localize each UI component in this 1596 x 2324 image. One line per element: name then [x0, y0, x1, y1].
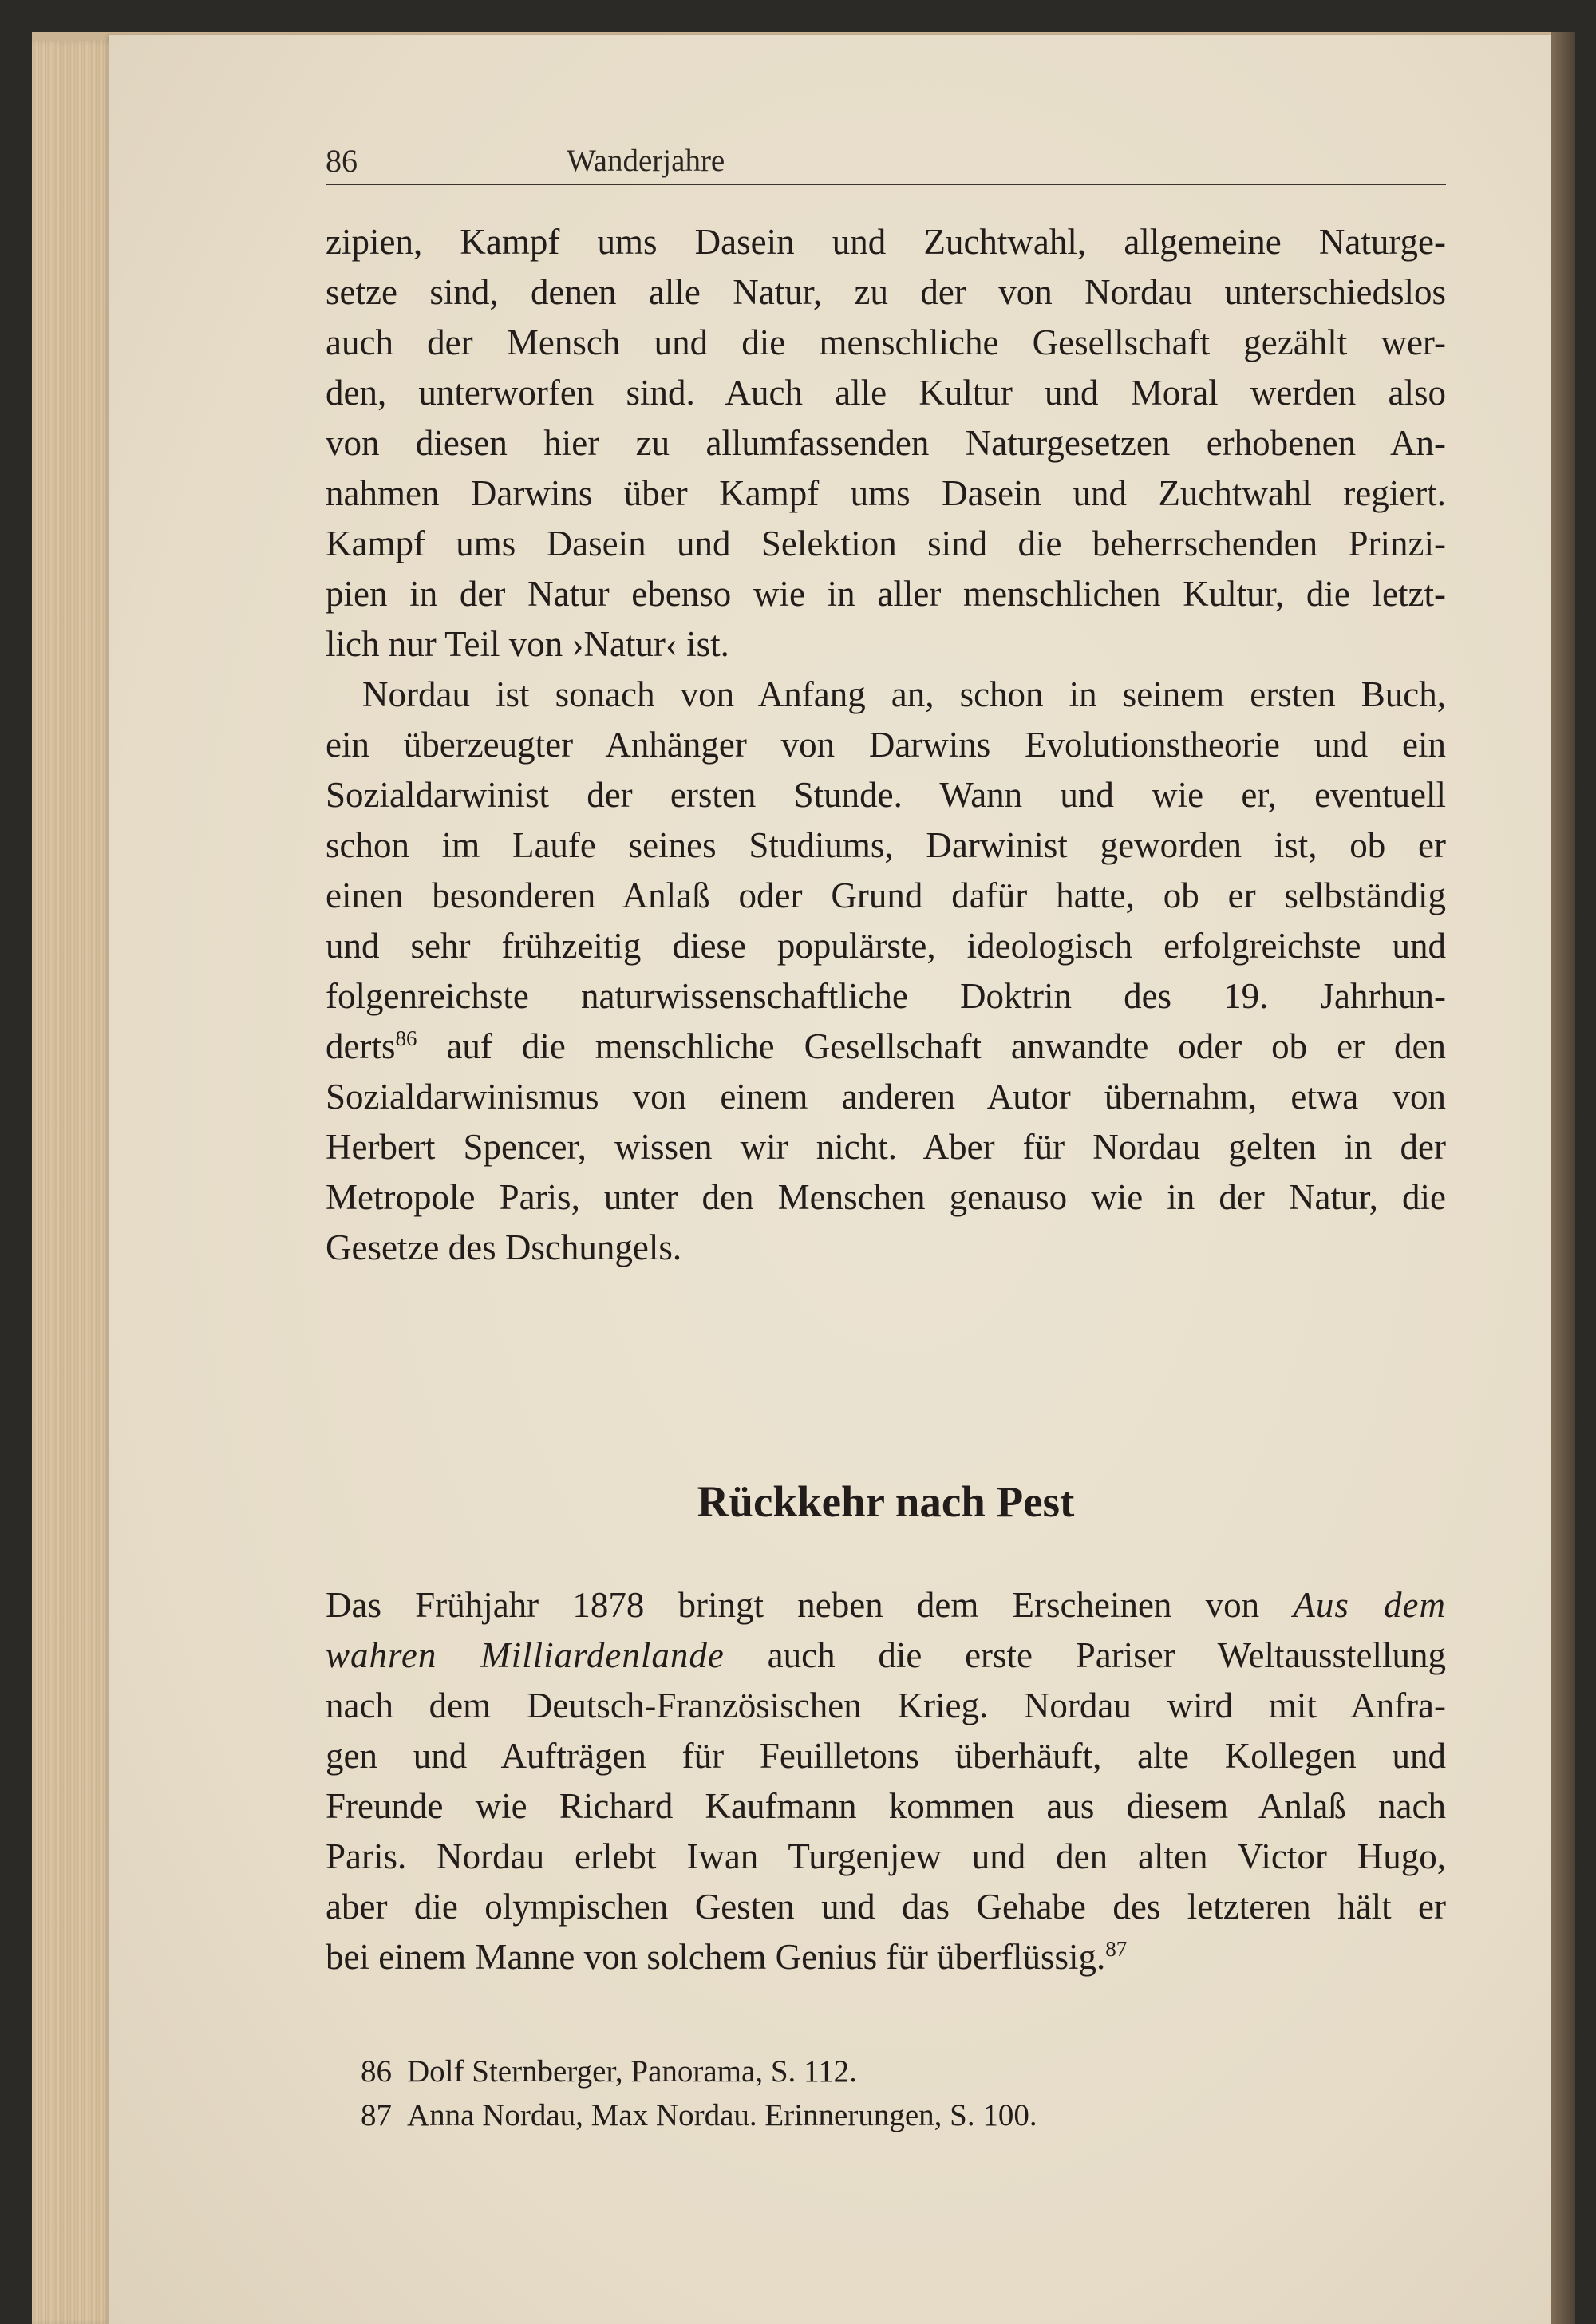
text-line: pien in der Natur ebenso wie in aller menschlichen Kultur, die letzt-: [326, 574, 1446, 614]
paragraph-1: [326, 217, 1446, 670]
paragraph-3: [326, 1580, 1446, 1982]
footnote-number: 86: [361, 2054, 392, 2089]
footnote-text: Anna Nordau, Max Nordau. Erinnerungen, S. 100.: [407, 2098, 1037, 2132]
text-line: nach dem Deutsch-Französischen Krieg. Nordau wird mit Anfra-: [326, 1686, 1446, 1725]
footnote-text: Dolf Sternberger, Panorama, S. 112.: [407, 2054, 857, 2089]
text-line: gen und Aufträgen für Feuilletons überhäuft, alte Kollegen und: [326, 1736, 1446, 1776]
text-line: Sozialdarwinismus von einem anderen Autor übernahm, etwa von: [326, 1077, 1446, 1117]
body-text-top: [326, 217, 1446, 1273]
text-line: Freunde wie Richard Kaufmann kommen aus diesem Anlaß nach: [326, 1786, 1446, 1826]
footnote-ref-87[interactable]: 87: [1105, 1937, 1128, 1961]
text-line: aber die olympischen Gesten und das Gehabe des letzteren hält er: [326, 1887, 1446, 1927]
binding-edge: [1551, 32, 1575, 2324]
text-line: Herbert Spencer, wissen wir nicht. Aber für Nordau gelten in der: [326, 1127, 1446, 1167]
footnote-87: [361, 2093, 1398, 2137]
text-fragment: auch die erste Pariser Weltausstellung: [724, 1635, 1446, 1675]
text-fragment: bei einem Manne von solchem Genius für überflüssig.: [326, 1937, 1106, 1977]
text-line: Gesetze des Dschungels.: [326, 1227, 682, 1267]
footnotes: [361, 2049, 1398, 2137]
text-line: schon im Laufe seines Studiums, Darwinist geworden ist, ob er: [326, 825, 1446, 865]
text-line: folgenreichste naturwissenschaftliche Doktrin des 19. Jahrhun-: [326, 976, 1446, 1016]
footnote-number: 87: [361, 2098, 392, 2132]
text-fragment: auf die menschliche Gesellschaft anwandte oder ob er den: [417, 1026, 1446, 1066]
book-title: Aus dem: [1293, 1585, 1446, 1625]
text-line: ein überzeugter Anhänger von Darwins Evolutionstheorie und ein: [326, 725, 1446, 765]
text-line: von diesen hier zu allumfassenden Naturgesetzen erhobenen An-: [326, 423, 1446, 463]
section-heading: Rückkehr nach Pest: [697, 1477, 1075, 1526]
text-line: einen besonderen Anlaß oder Grund dafür hatte, ob er selbständig: [326, 875, 1446, 915]
page-edges: [32, 42, 120, 2324]
text-fragment: Das Frühjahr 1878 bringt neben dem Erscheinen von: [326, 1585, 1294, 1625]
text-line: setze sind, denen alle Natur, zu der von Nordau unterschiedslos: [326, 272, 1446, 312]
footnote-ref-86[interactable]: 86: [395, 1026, 417, 1050]
page-number: 86: [326, 143, 358, 179]
text-line: nahmen Darwins über Kampf ums Dasein und Zuchtwahl regiert.: [326, 473, 1446, 513]
text-line: und sehr frühzeitig diese populärste, ideologisch erfolgreichste und: [326, 926, 1446, 966]
text-line: Kampf ums Dasein und Selektion sind die beherrschenden Prinzi-: [326, 524, 1446, 563]
text-line: den, unterworfen sind. Auch alle Kultur und Moral werden also: [326, 373, 1446, 413]
text-line: [326, 1022, 1446, 1072]
text-line: Sozialdarwinist der ersten Stunde. Wann und wie er, eventuell: [326, 775, 1446, 815]
body-text-section: [326, 1580, 1446, 1982]
footnote-86: [361, 2049, 1398, 2093]
book-title: wahren Milliardenlande: [326, 1635, 725, 1675]
text-line: Nordau ist sonach von Anfang an, schon in seinem ersten Buch,: [362, 674, 1446, 714]
text-line: [326, 1630, 1446, 1681]
paragraph-2: [326, 670, 1446, 1273]
header-rule: [326, 184, 1446, 185]
text-line: [326, 1580, 1446, 1630]
text-line: zipien, Kampf ums Dasein und Zuchtwahl, allgemeine Naturge-: [326, 222, 1446, 262]
text-line: [326, 1932, 1446, 1982]
text-fragment: derts: [326, 1026, 396, 1066]
text-line: auch der Mensch und die menschliche Gesellschaft gezählt wer-: [326, 322, 1446, 362]
text-line: Metropole Paris, unter den Menschen genauso wie in der Natur, die: [326, 1177, 1446, 1217]
text-line: lich nur Teil von ›Natur‹ ist.: [326, 624, 729, 664]
running-title: Wanderjahre: [567, 144, 725, 178]
text-line: Paris. Nordau erlebt Iwan Turgenjew und den alten Victor Hugo,: [326, 1836, 1446, 1876]
